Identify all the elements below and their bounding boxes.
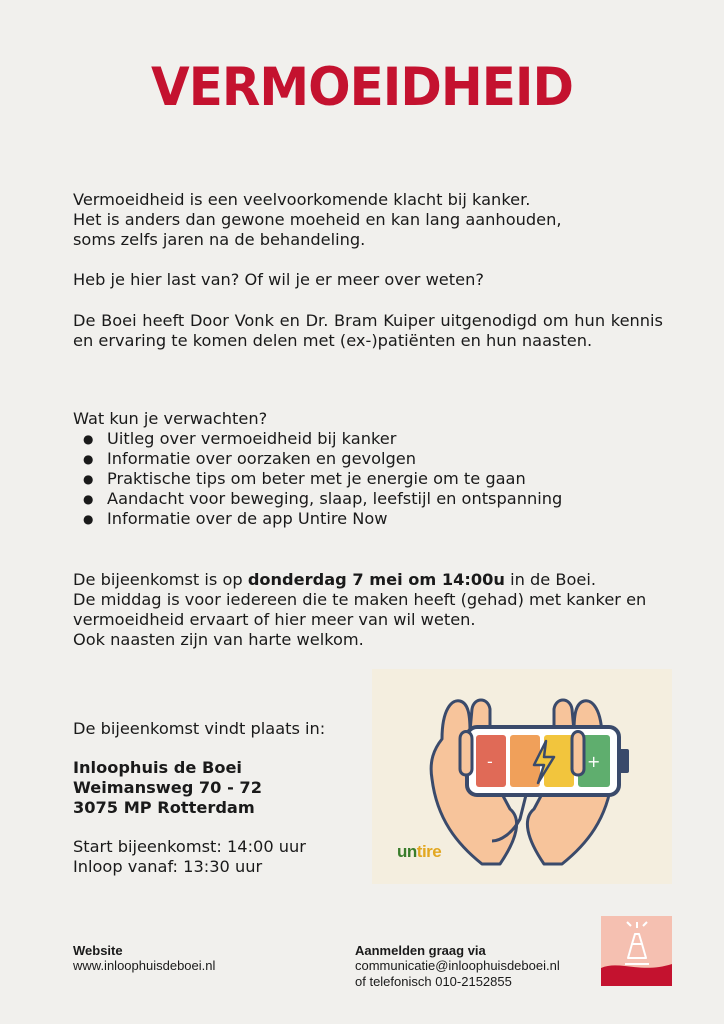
de-boei-logo <box>601 916 672 986</box>
website-label: Website <box>73 943 123 958</box>
intro-line-1: Vermoeidheid is een veelvoorkomende klacht bij kanker. <box>73 190 531 209</box>
signup-phone: of telefonisch 010-2152855 <box>355 974 512 989</box>
location-name: Inloophuis de Boei <box>73 758 242 777</box>
expectations-heading: Wat kun je verwachten? <box>73 409 268 428</box>
meeting-line-1 <box>73 570 663 590</box>
location-section <box>73 719 363 877</box>
walkin-time: Inloop vanaf: 13:30 uur <box>73 857 263 876</box>
location-intro: De bijeenkomst vindt plaats in: <box>73 719 326 738</box>
list-item: ● Informatie over oorzaken en gevolgen <box>107 449 663 469</box>
meeting-suffix: in de Boei. <box>504 570 596 589</box>
signup-label: Aanmelden graag via <box>355 943 486 958</box>
invite-paragraph <box>73 311 663 351</box>
signup-block <box>355 943 560 990</box>
meeting-prefix: De bijeenkomst is op <box>73 570 248 589</box>
meeting-line-2: De middag is voor iedereen die te maken heeft (gehad) met kanker en vermoeidheid ervaart of hier meer van wil weten. <box>73 590 647 629</box>
signup-email-link[interactable]: communicatie@inloophuisdeboei.nl <box>355 958 560 973</box>
intro-paragraph <box>73 190 663 250</box>
page-title: VERMOEIDHEID <box>151 56 573 118</box>
website-block <box>73 943 215 974</box>
invite-text: De Boei heeft Door Vonk en Dr. Bram Kuiper uitgenodigd om hun kennis en ervaring te komen delen met (ex-)patiënten en hun naasten. <box>73 311 663 350</box>
question-paragraph <box>73 270 663 290</box>
buoy-icon <box>601 916 672 986</box>
list-item: ● Informatie over de app Untire Now <box>107 509 663 529</box>
website-link[interactable]: www.inloophuisdeboei.nl <box>73 958 216 973</box>
list-item: ● Uitleg over vermoeidheid bij kanker <box>107 429 663 449</box>
start-time: Start bijeenkomst: 14:00 uur <box>73 837 306 856</box>
location-city: 3075 MP Rotterdam <box>73 798 255 817</box>
battery-minus: - <box>487 752 493 771</box>
meeting-paragraph <box>73 570 663 650</box>
untire-illustration <box>372 669 672 884</box>
meeting-line-3: Ook naasten zijn van harte welkom. <box>73 630 364 649</box>
expectations-list <box>73 429 663 529</box>
intro-line-3: soms zelfs jaren na de behandeling. <box>73 230 366 249</box>
intro-line-2: Het is anders dan gewone moeheid en kan lang aanhouden, <box>73 210 562 229</box>
list-item: ● Aandacht voor beweging, slaap, leefstijl en ontspanning <box>107 489 663 509</box>
expectations-section <box>73 409 663 529</box>
question-text: Heb je hier last van? Of wil je er meer over weten? <box>73 270 484 289</box>
list-item: ● Praktische tips om beter met je energie om te gaan <box>107 469 663 489</box>
battery-plus: + <box>587 752 601 771</box>
location-street: Weimansweg 70 - 72 <box>73 778 262 797</box>
untire-logo: untire <box>397 842 442 861</box>
meeting-date: donderdag 7 mei om 14:00u <box>247 570 505 589</box>
